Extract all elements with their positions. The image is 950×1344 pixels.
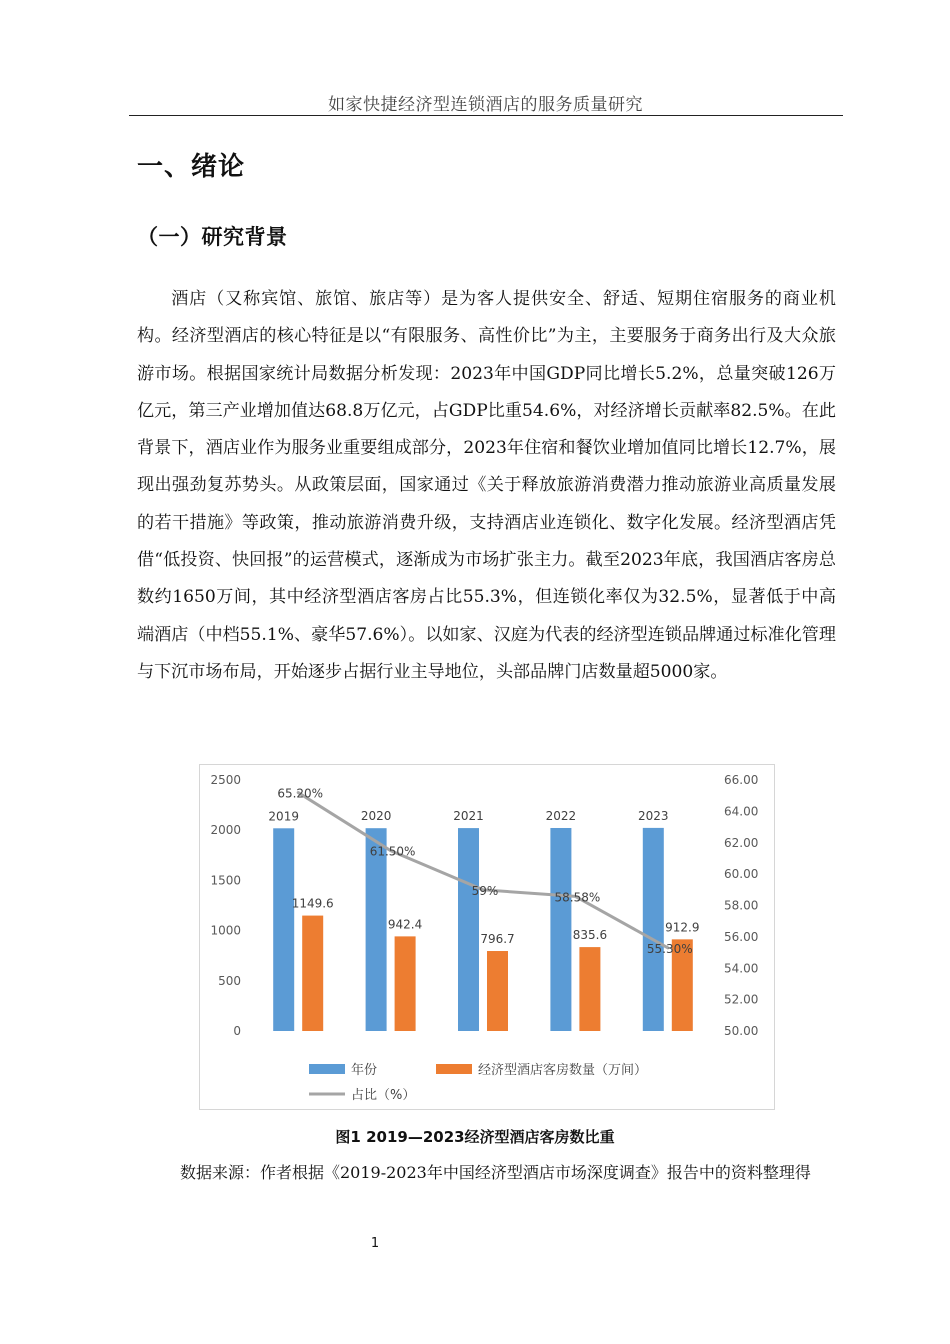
figure-caption: 图1 2019—2023经济型酒店客房数比重 — [335, 1128, 615, 1146]
y-left-tick-label: 1500 — [210, 873, 241, 888]
chapter-title: 一、绪论 — [137, 152, 246, 182]
bar-data-label: 835.6 — [572, 928, 608, 943]
y-right-tick-label: 50.00 — [724, 1024, 759, 1038]
bar-year — [550, 828, 571, 1031]
bar-year — [643, 828, 664, 1031]
y-left-tick-label: 0 — [233, 1024, 241, 1038]
bar-data-label: 2019 — [268, 809, 299, 824]
y-left-tick-label: 500 — [218, 973, 241, 988]
bar-rooms — [487, 951, 508, 1031]
bar-rooms — [302, 916, 323, 1031]
page-number: 1 — [370, 1236, 380, 1251]
y-right-tick-label: 66.00 — [724, 773, 759, 787]
y-right-tick-label: 52.00 — [724, 992, 759, 1007]
bar-data-label: 2020 — [360, 809, 392, 824]
bar-data-label: 2022 — [545, 808, 577, 823]
y-left-tick-label: 2000 — [210, 823, 241, 838]
combo-chart — [200, 765, 774, 1109]
chart-frame — [199, 764, 775, 1110]
bar-data-label: 942.4 — [387, 917, 423, 932]
bar-year — [458, 828, 479, 1031]
y-right-tick-label: 64.00 — [724, 804, 759, 819]
bar-year — [366, 828, 387, 1031]
bar-data-label: 1149.6 — [291, 896, 334, 911]
legend-swatch — [436, 1064, 472, 1074]
bar-year — [273, 828, 294, 1031]
y-left-tick-label: 2500 — [210, 773, 241, 787]
running-header: 如家快捷经济型连锁酒店的服务质量研究 — [328, 95, 643, 115]
legend-label: 年份 — [351, 1063, 378, 1078]
bar-data-label: 2023 — [638, 808, 669, 823]
bar-rooms — [395, 936, 416, 1031]
y-right-tick-label: 58.00 — [724, 898, 759, 913]
line-data-label: 59% — [471, 883, 499, 898]
legend-label: 经济型酒店客房数量（万间） — [478, 1063, 648, 1078]
bar-data-label: 2021 — [453, 809, 484, 824]
y-right-tick-label: 62.00 — [724, 835, 759, 850]
y-right-tick-label: 60.00 — [724, 867, 759, 882]
legend-label: 占比（%） — [351, 1088, 416, 1103]
legend-swatch — [309, 1064, 345, 1074]
bar-data-label: 796.7 — [480, 932, 515, 947]
header-rule — [129, 115, 843, 116]
figure-source: 数据来源：作者根据《2019-2023年中国经济型酒店市场深度调查》报告中的资料整理得 — [180, 1163, 811, 1182]
line-data-label: 55.30% — [646, 941, 693, 956]
bar-rooms — [579, 947, 600, 1031]
line-data-label: 65.20% — [277, 786, 324, 801]
body-paragraph: 酒店（又称宾馆、旅馆、旅店等）是为客人提供安全、舒适、短期住宿服务的商业机构。经济型酒店的核心特征是以“有限服务、高性价比”为主，主要服务于商务出行及大众旅游市场。根据国家统计局数据分析发现：2023年中国GDP同比增长5.2%，总量突破126万亿元，第三产业增加值达68.8万亿元，占GDP比重54.6%，对经济增长贡献率82.5%。在此背景下，酒店业作为服务业重要组成部分，2023年住宿和餐饮业增加值同比增长12.7%，展现出强劲复苏势头。从政策层面，国家通过《关于释放旅游消费潜力推动旅游业高质量发展的若干措施》等政策，推动旅游消费升级，支持酒店业连锁化、数字化发展。经济型酒店凭借“低投资、快回报”的运营模式，逐渐成为市场扩张主力。截至2023年底，我国酒店客房总数约1650万间，其中经济型酒店客房占比55.3%，但连锁化率仅为32.5%，显著低于中高端酒店（中档55.1%、豪华57.6%）。以如家、汉庭为代表的经济型连锁品牌通过标准化管理与下沉市场布局，开始逐步占据行业主导地位，头部品牌门店数量超5000家。 — [137, 289, 836, 682]
line-data-label: 58.58% — [554, 890, 601, 905]
line-data-label: 61.50% — [369, 844, 416, 859]
y-right-tick-label: 54.00 — [724, 961, 759, 976]
section-title: （一）研究背景 — [137, 225, 288, 249]
y-right-tick-label: 56.00 — [724, 929, 759, 944]
bar-data-label: 912.9 — [665, 920, 700, 935]
y-left-tick-label: 1000 — [210, 923, 241, 938]
